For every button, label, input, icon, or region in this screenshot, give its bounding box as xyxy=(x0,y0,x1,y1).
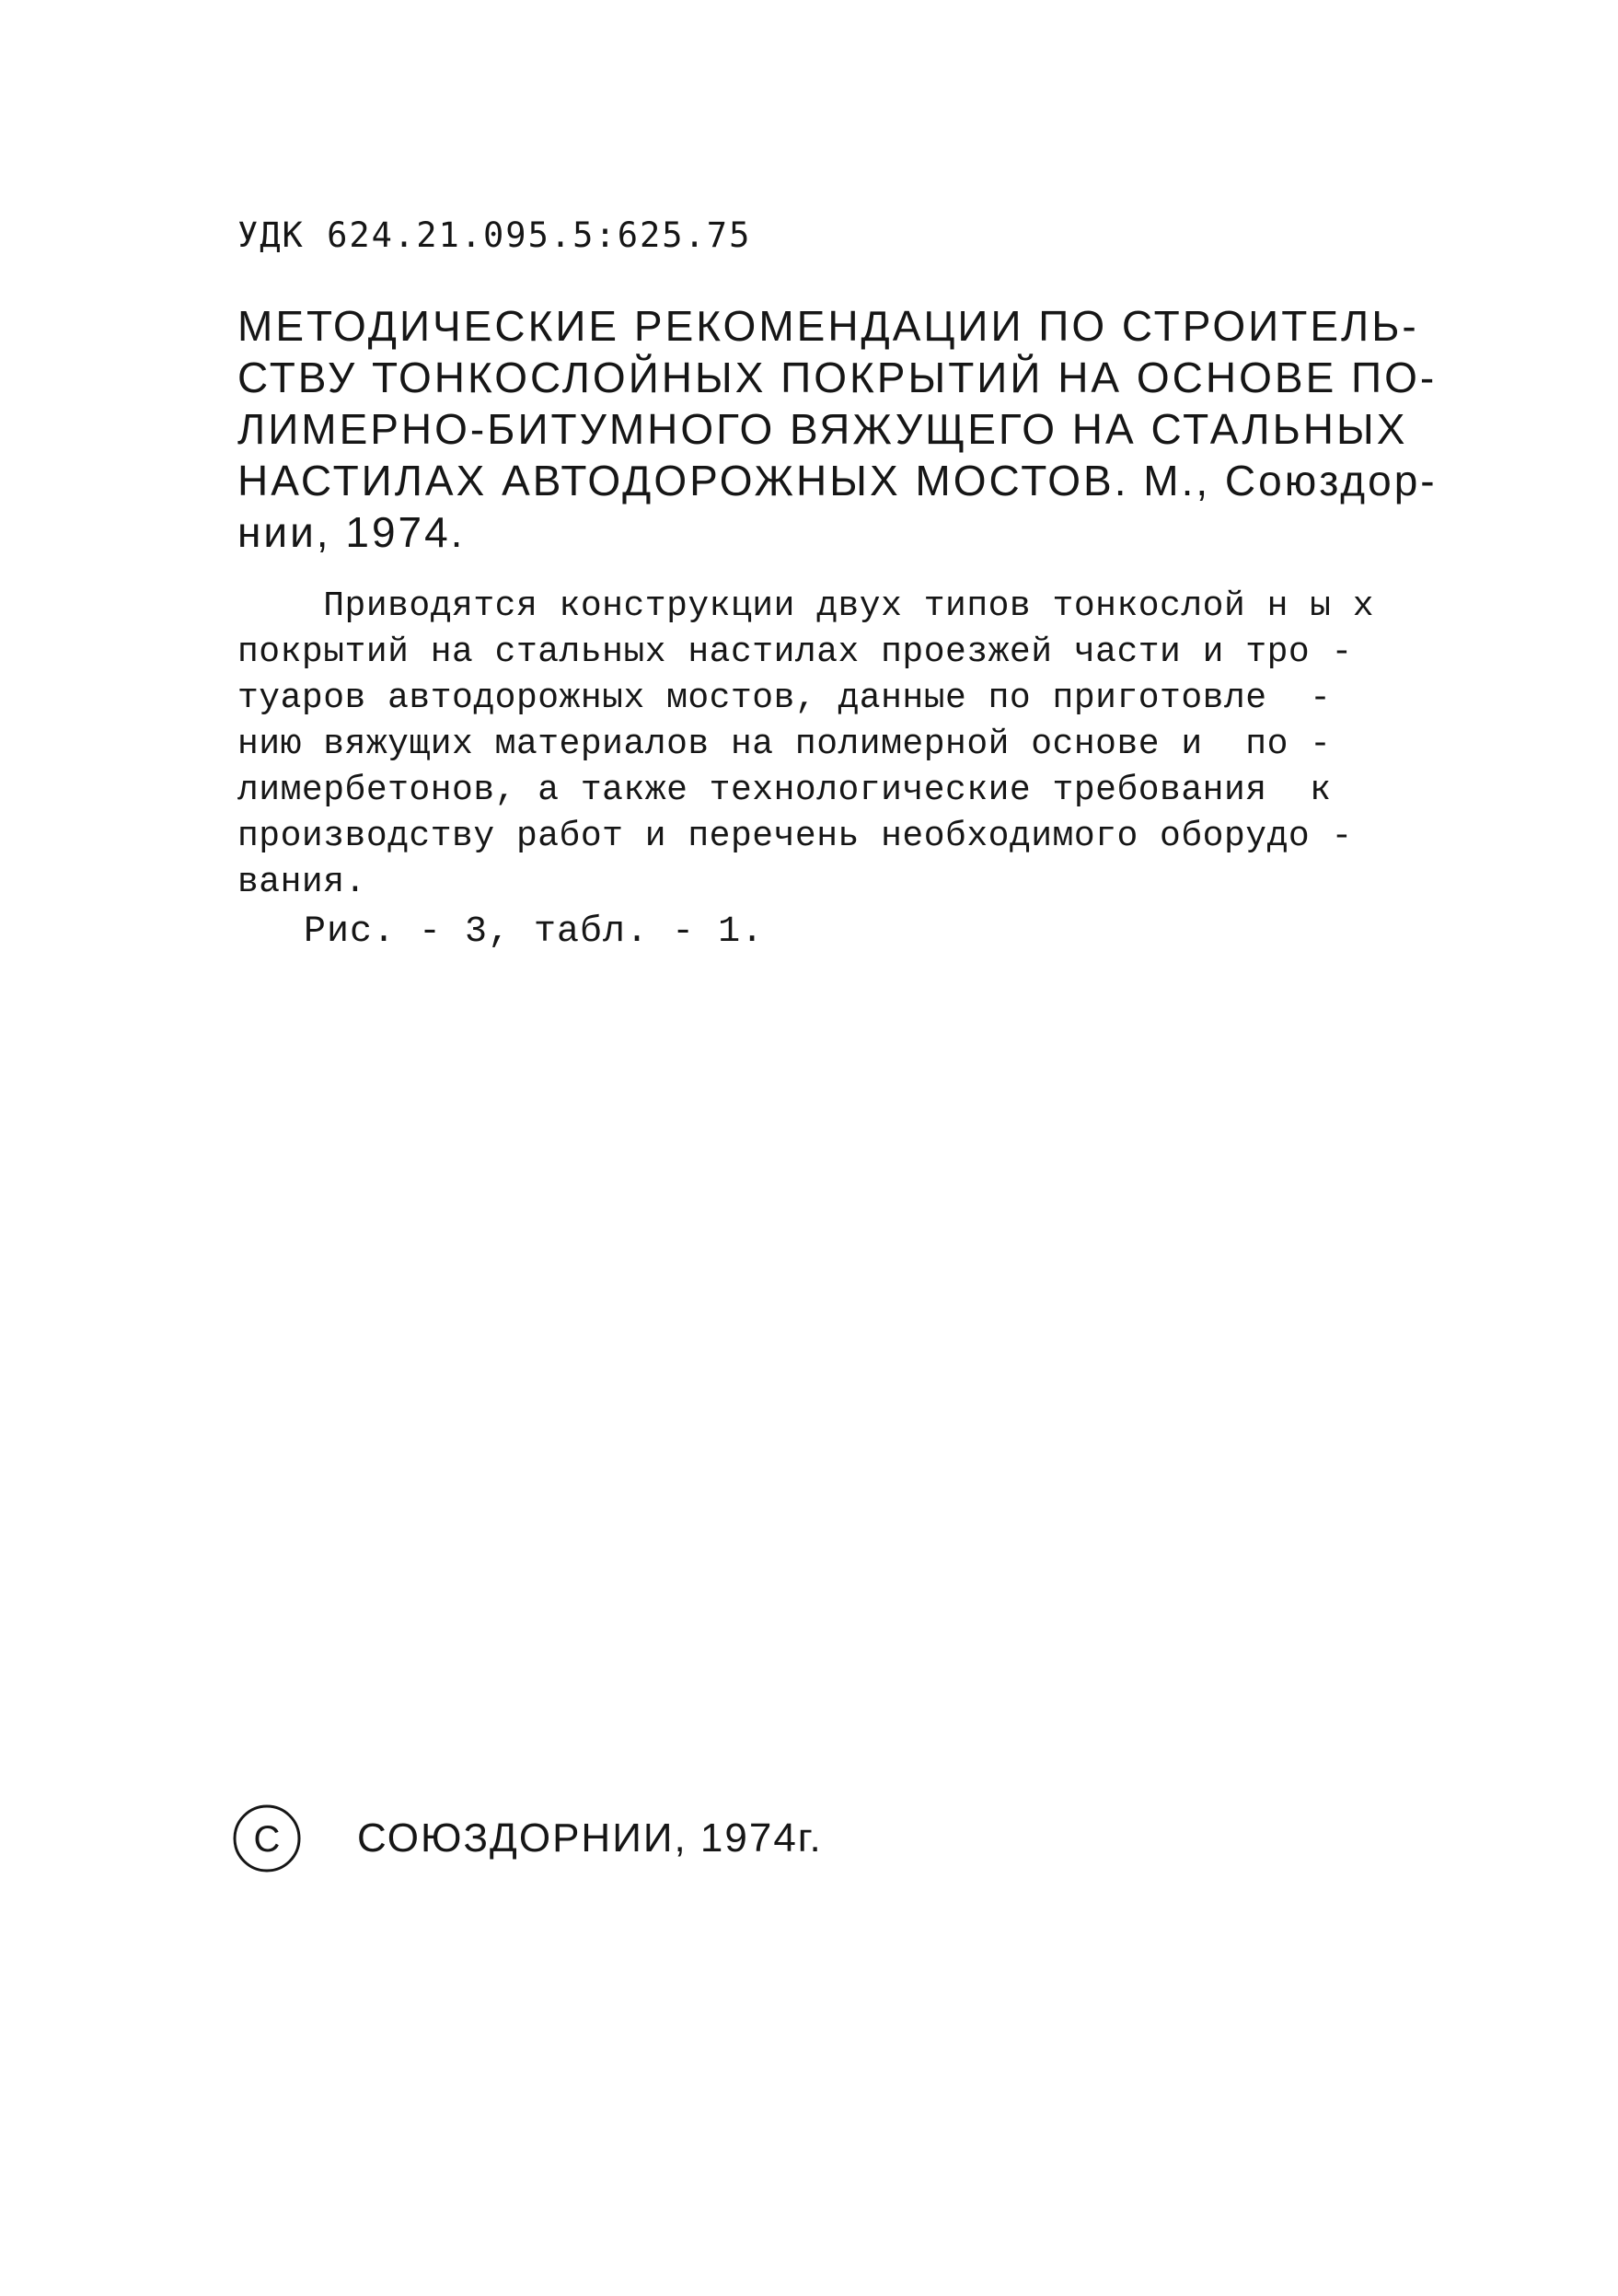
abstract-line: вания. xyxy=(237,863,366,902)
title-line: СТВУ ТОНКОСЛОЙНЫХ ПОКРЫТИЙ НА ОСНОВЕ ПО- xyxy=(237,354,1438,401)
copyright-text: СОЮЗДОРНИИ, 1974г. xyxy=(357,1815,823,1861)
title-line: МЕТОДИЧЕСКИЕ РЕКОМЕНДАЦИИ ПО СТРОИТЕЛЬ- xyxy=(237,302,1419,350)
title-line: нии, 1974. xyxy=(237,508,466,556)
abstract-line: туаров автодорожных мостов, данные по приготовле - xyxy=(237,678,1332,718)
title-line: НАСТИЛАХ АВТОДОРОЖНЫХ МОСТОВ. М., Союздор- xyxy=(237,457,1438,504)
copyright-symbol: C xyxy=(253,1819,281,1860)
abstract-line: нию вяжущих материалов на полимерной основе и по - xyxy=(237,725,1332,764)
figures-tables-count: Рис. - 3, табл. - 1. xyxy=(304,911,765,953)
copyright-icon xyxy=(232,1803,302,1873)
document-title xyxy=(237,300,1452,558)
abstract-line: покрытий на стальных настилах проезжей части и тро - xyxy=(237,632,1353,672)
copyright-notice xyxy=(232,1797,823,1880)
abstract-paragraph xyxy=(237,584,1452,906)
abstract-line: производству работ и перечень необходимого оборудо - xyxy=(237,817,1353,856)
title-line: ЛИМЕРНО-БИТУМНОГО ВЯЖУЩЕГО НА СТАЛЬНЫХ xyxy=(237,405,1408,453)
abstract-line: Приводятся конструкции двух типов тонкослой н ы х xyxy=(237,586,1375,626)
udc-code: УДК 624.21.095.5:625.75 xyxy=(237,215,752,255)
abstract-line: лимербетонов, а также технологические требования к xyxy=(237,771,1332,810)
